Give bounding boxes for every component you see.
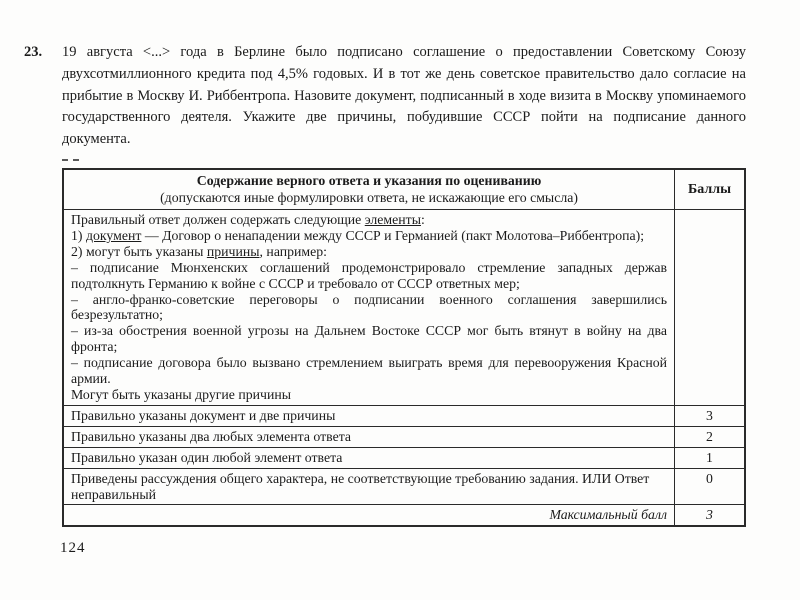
max-score-value: 3 [706, 507, 713, 523]
cause-item-1: – подписание Мюнхенских соглашений продемонстрировало стремление западных держав подтолкнуть Германию к войне с СССР и требовало от СССР ответных мер; [71, 259, 667, 291]
answer-element-causes-intro: 2) могут быть указаны причины, например: [71, 243, 328, 259]
header-score-cell: Баллы [687, 181, 732, 197]
header-content-title: Содержание верного ответа и указания по оцениванию [196, 173, 542, 188]
answer-note: Могут быть указаны другие причины [71, 386, 292, 402]
criteria-row-1-point [64, 447, 744, 468]
criteria-label: Правильно указан один любой элемент ответа [64, 448, 675, 468]
header-content-subtitle: (допускаются иные формулировки ответа, не искажающие его смысла) [160, 189, 578, 205]
table-header-row [64, 170, 744, 209]
criteria-row-3-points [64, 405, 744, 426]
answer-intro: Правильный ответ должен содержать следующие элементы: [71, 212, 425, 227]
cause-item-3: – из-за обострения военной угрозы на Дальнем Востоке СССР мог быть втянут в войну на два фронта; [71, 323, 667, 355]
criteria-label: Приведены рассуждения общего характера, не соответствующие требованию задания. ИЛИ Ответ неправильный [64, 469, 675, 505]
answer-content-row [64, 209, 744, 405]
max-score-label: Максимальный балл [64, 505, 675, 525]
criteria-score: 2 [706, 428, 713, 444]
criteria-score: 1 [706, 449, 713, 465]
question-text: 19 августа <...> года в Берлине было подписано соглашение о предоставлении Советскому Союзу двухсотмиллионного кредита под 4,5% годовых. И в тот же день советское правительство дало согласие на прибытие в Москву И. Риббентропа. Назовите документ, подписанный в ходе визита в Москву упоминаемого государственного деятеля. Укажите две причины, побудившие СССР пойти на подписание данного документа. [62, 44, 746, 148]
criteria-label: Правильно указаны документ и две причины [64, 406, 675, 426]
question-block [24, 42, 746, 151]
max-score-row [64, 504, 744, 525]
cause-item-4: – подписание договора было вызвано стремлением выиграть время для перевооружения Красной армии. [71, 355, 667, 387]
criteria-score: 0 [706, 470, 713, 486]
page-number: 124 [60, 540, 86, 556]
criteria-score: 3 [706, 407, 713, 423]
question-number: 23. [24, 44, 43, 60]
answer-element-document: 1) документ — Договор о ненападении между СССР и Германией (пакт Молотова–Риббентропа); [71, 227, 645, 243]
criteria-row-2-points [64, 426, 744, 447]
grading-criteria-table [62, 168, 746, 527]
header-content-cell [64, 170, 675, 209]
scan-dash-artifact [62, 159, 79, 161]
criteria-label: Правильно указаны два любых элемента ответа [64, 427, 675, 447]
answer-score-cell-empty [675, 210, 744, 405]
cause-item-2: – англо-франко-советские переговоры о подписании военного соглашения завершились безрезультатно; [71, 291, 667, 323]
answer-content-cell [64, 210, 675, 405]
criteria-row-0-points [64, 468, 744, 505]
